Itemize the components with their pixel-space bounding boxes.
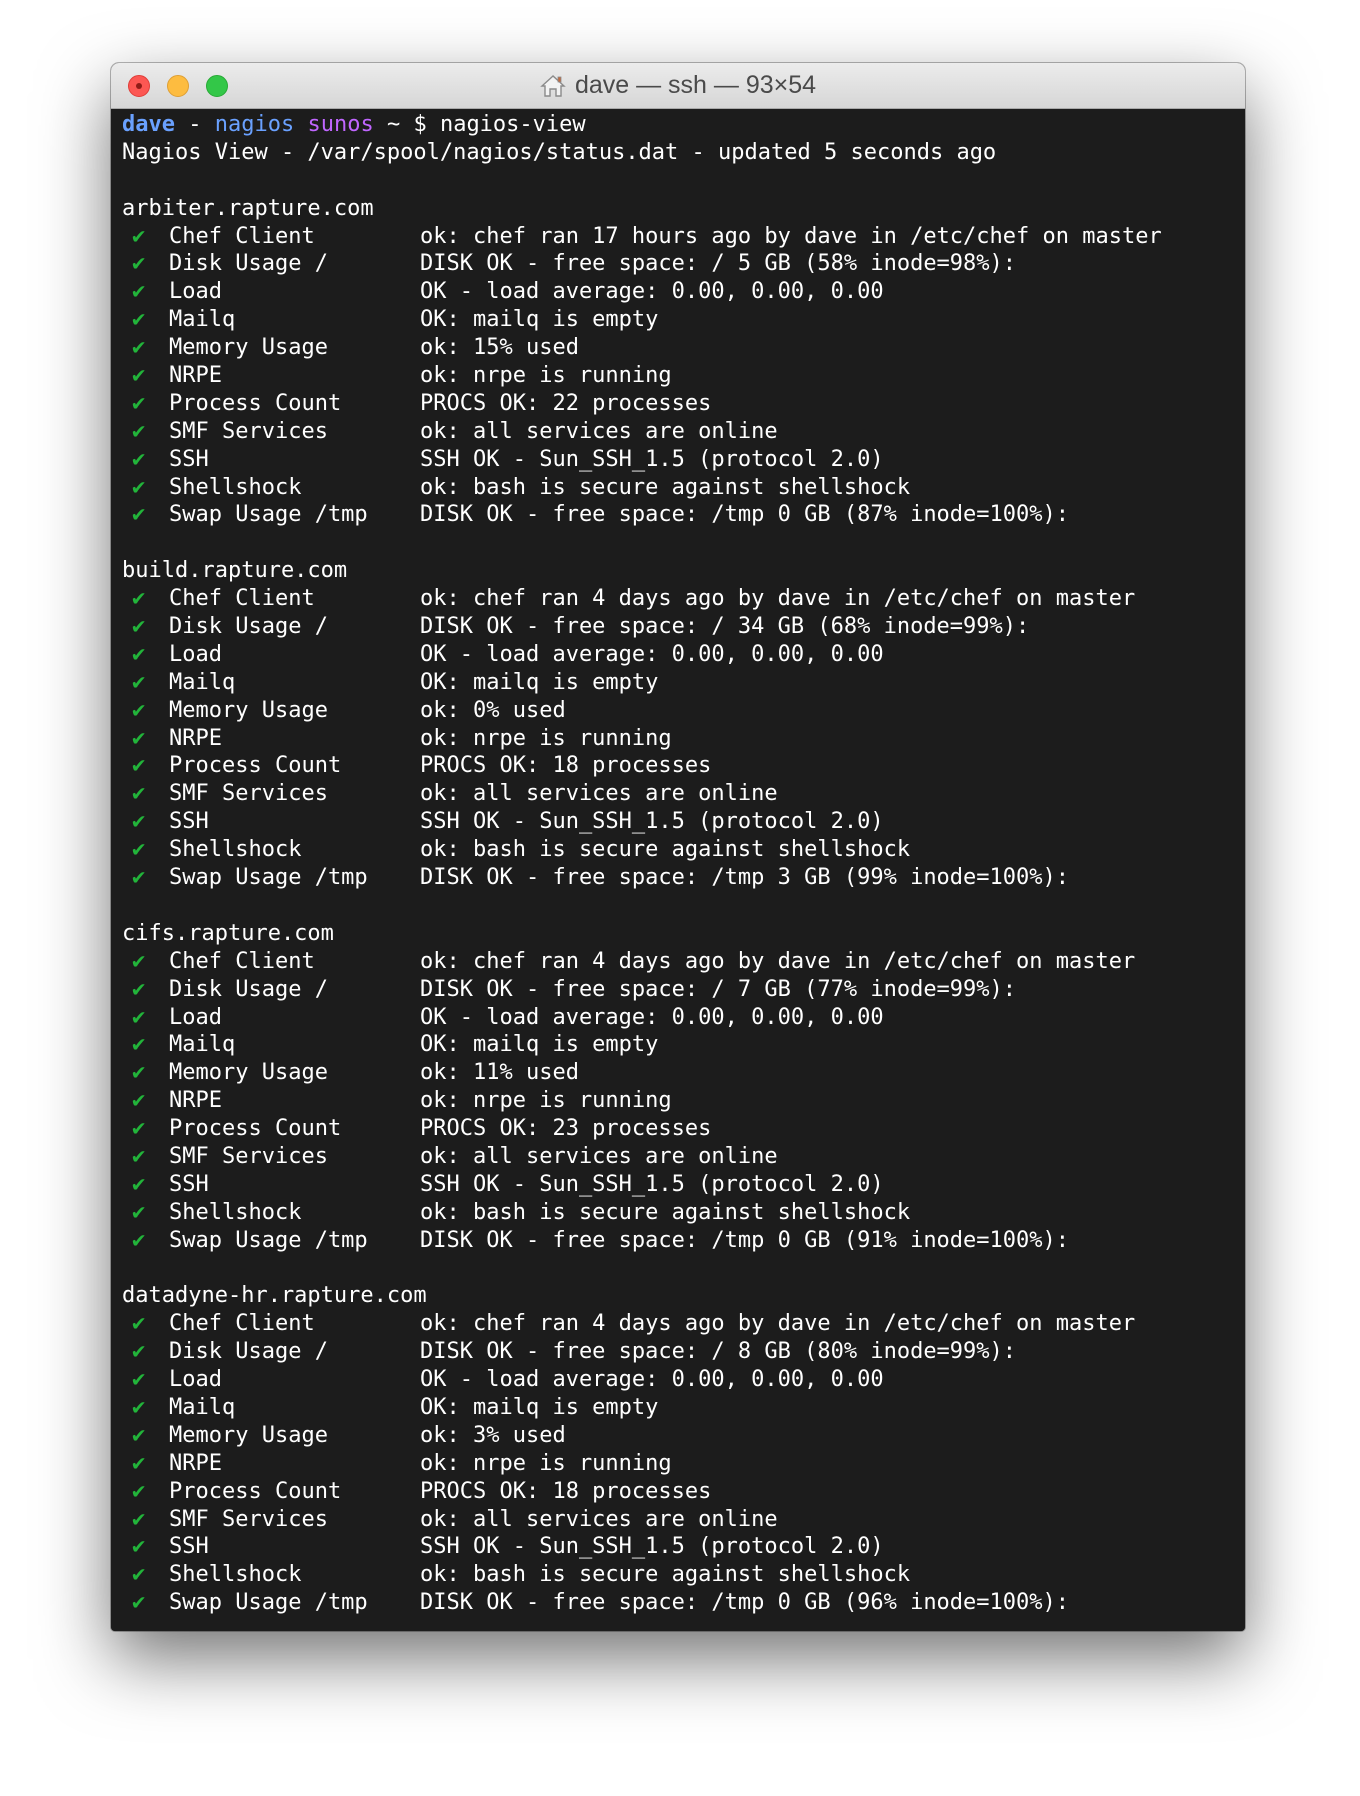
service-status: DISK OK - free space: / 8 GB (80% inode=99%): (420, 1339, 1017, 1365)
service-name: Process Count (169, 1478, 342, 1504)
service-status: OK: mailq is empty (420, 1394, 659, 1420)
host-list (122, 167, 1245, 1617)
blank-line (122, 1255, 1245, 1283)
check-row (122, 669, 1245, 697)
service-status: ok: nrpe is running (420, 1450, 672, 1476)
service-name: Mailq (169, 1394, 236, 1420)
ok-check-icon: ✔ (132, 1088, 146, 1114)
ok-check-icon: ✔ (132, 363, 146, 389)
prompt-line (122, 111, 1245, 139)
ok-check-icon: ✔ (132, 390, 146, 416)
service-name: Load (169, 1367, 222, 1393)
ok-check-icon: ✔ (132, 586, 146, 612)
service-name: Process Count (169, 390, 342, 416)
service-status: OK: mailq is empty (420, 1032, 659, 1058)
service-status: PROCS OK: 18 processes (420, 753, 712, 779)
service-status: ok: bash is secure against shellshock (420, 1199, 911, 1225)
ok-check-icon: ✔ (132, 1478, 146, 1504)
service-name: Swap Usage /tmp (169, 1590, 368, 1616)
ok-check-icon: ✔ (132, 1171, 146, 1197)
service-name: NRPE (169, 363, 222, 389)
prompt-host: sunos (307, 112, 374, 137)
service-name: Chef Client (169, 223, 315, 249)
check-row (122, 1004, 1245, 1032)
service-name: Shellshock (169, 1562, 302, 1588)
service-status: ok: bash is secure against shellshock (420, 1562, 911, 1588)
service-status: OK: mailq is empty (420, 307, 659, 333)
ok-check-icon: ✔ (132, 1422, 146, 1448)
ok-check-icon: ✔ (132, 1590, 146, 1616)
service-status: PROCS OK: 23 processes (420, 1116, 712, 1142)
service-status: SSH OK - Sun_SSH_1.5 (protocol 2.0) (420, 1534, 884, 1560)
service-name: Mailq (169, 1032, 236, 1058)
ok-check-icon: ✔ (132, 1199, 146, 1225)
check-row (122, 1422, 1245, 1450)
check-row (122, 752, 1245, 780)
prompt-path: ~ (373, 112, 414, 137)
ok-check-icon: ✔ (132, 1506, 146, 1532)
check-row (122, 1589, 1245, 1617)
terminal-content[interactable] (111, 109, 1245, 1631)
service-status: ok: chef ran 4 days ago by dave in /etc/chef on master (420, 586, 1136, 612)
service-name: Shellshock (169, 837, 302, 863)
prompt-separator: - (174, 112, 215, 137)
service-name: Load (169, 279, 222, 305)
host-name: build.rapture.com (122, 558, 348, 584)
check-row (122, 1450, 1245, 1478)
service-name: SMF Services (169, 1506, 328, 1532)
service-name: SSH (169, 809, 209, 835)
service-status: ok: all services are online (420, 1506, 778, 1532)
service-name: Disk Usage / (169, 614, 328, 640)
check-row (122, 641, 1245, 669)
ok-check-icon: ✔ (132, 335, 146, 361)
service-status: ok: all services are online (420, 781, 778, 807)
ok-check-icon: ✔ (132, 976, 146, 1002)
ok-check-icon: ✔ (132, 418, 146, 444)
ok-check-icon: ✔ (132, 1004, 146, 1030)
check-row (122, 725, 1245, 753)
prompt-user: dave (122, 112, 175, 137)
ok-check-icon: ✔ (132, 1534, 146, 1560)
service-name: Chef Client (169, 1311, 315, 1337)
service-status: ok: chef ran 4 days ago by dave in /etc/chef on master (420, 948, 1136, 974)
service-name: SSH (169, 1171, 209, 1197)
host-name: arbiter.rapture.com (122, 195, 374, 221)
check-row (122, 1031, 1245, 1059)
check-row (122, 1115, 1245, 1143)
ok-check-icon: ✔ (132, 1367, 146, 1393)
check-row (122, 613, 1245, 641)
service-status: PROCS OK: 22 processes (420, 390, 712, 416)
prompt-app: nagios (214, 112, 295, 137)
host-name: datadyne-hr.rapture.com (122, 1283, 427, 1309)
home-icon (540, 74, 566, 98)
service-name: SMF Services (169, 781, 328, 807)
ok-check-icon: ✔ (132, 781, 146, 807)
service-name: Chef Client (169, 948, 315, 974)
check-row (122, 780, 1245, 808)
ok-check-icon: ✔ (132, 948, 146, 974)
prompt-symbol: $ (413, 112, 427, 137)
service-status: OK - load average: 0.00, 0.00, 0.00 (420, 641, 884, 667)
check-row (122, 864, 1245, 892)
service-status: OK - load average: 0.00, 0.00, 0.00 (420, 279, 884, 305)
ok-check-icon: ✔ (132, 1227, 146, 1253)
prompt-command: nagios-view (426, 112, 586, 137)
check-row (122, 976, 1245, 1004)
ok-check-icon: ✔ (132, 279, 146, 305)
host-name: cifs.rapture.com (122, 920, 334, 946)
ok-check-icon: ✔ (132, 1116, 146, 1142)
ok-check-icon: ✔ (132, 1450, 146, 1476)
service-name: SSH (169, 446, 209, 472)
check-row (122, 1338, 1245, 1366)
service-name: SMF Services (169, 1143, 328, 1169)
service-status: SSH OK - Sun_SSH_1.5 (protocol 2.0) (420, 1171, 884, 1197)
service-status: SSH OK - Sun_SSH_1.5 (protocol 2.0) (420, 809, 884, 835)
service-name: Disk Usage / (169, 251, 328, 277)
check-row (122, 1394, 1245, 1422)
ok-check-icon: ✔ (132, 614, 146, 640)
check-row (122, 836, 1245, 864)
check-row (122, 697, 1245, 725)
service-name: Memory Usage (169, 697, 328, 723)
check-row (122, 1561, 1245, 1589)
service-name: Memory Usage (169, 1422, 328, 1448)
check-row (122, 1506, 1245, 1534)
blank-line (122, 892, 1245, 920)
check-row (122, 223, 1245, 251)
check-row (122, 1087, 1245, 1115)
service-status: ok: 0% used (420, 697, 566, 723)
check-row (122, 1059, 1245, 1087)
service-name: Load (169, 641, 222, 667)
ok-check-icon: ✔ (132, 641, 146, 667)
service-name: SMF Services (169, 418, 328, 444)
service-status: ok: 15% used (420, 335, 579, 361)
ok-check-icon: ✔ (132, 223, 146, 249)
service-status: OK - load average: 0.00, 0.00, 0.00 (420, 1004, 884, 1030)
service-status: SSH OK - Sun_SSH_1.5 (protocol 2.0) (420, 446, 884, 472)
ok-check-icon: ✔ (132, 669, 146, 695)
service-name: Disk Usage / (169, 1339, 328, 1365)
service-status: OK: mailq is empty (420, 669, 659, 695)
ok-check-icon: ✔ (132, 446, 146, 472)
check-row (122, 362, 1245, 390)
ok-check-icon: ✔ (132, 1311, 146, 1337)
service-name: Swap Usage /tmp (169, 865, 368, 891)
service-name: NRPE (169, 725, 222, 751)
check-row (122, 1310, 1245, 1338)
ok-check-icon: ✔ (132, 1339, 146, 1365)
check-row (122, 474, 1245, 502)
service-name: Swap Usage /tmp (169, 502, 368, 528)
service-name: Load (169, 1004, 222, 1030)
service-status: ok: bash is secure against shellshock (420, 474, 911, 500)
service-status: OK - load average: 0.00, 0.00, 0.00 (420, 1367, 884, 1393)
service-status: ok: all services are online (420, 1143, 778, 1169)
service-status: DISK OK - free space: / 34 GB (68% inode=99%): (420, 614, 1030, 640)
service-status: ok: all services are online (420, 418, 778, 444)
service-status: DISK OK - free space: /tmp 0 GB (91% inode=100%): (420, 1227, 1070, 1253)
ok-check-icon: ✔ (132, 753, 146, 779)
ok-check-icon: ✔ (132, 865, 146, 891)
check-row (122, 278, 1245, 306)
service-status: ok: chef ran 4 days ago by dave in /etc/chef on master (420, 1311, 1136, 1337)
ok-check-icon: ✔ (132, 1060, 146, 1086)
check-row (122, 1366, 1245, 1394)
check-row (122, 808, 1245, 836)
service-status: DISK OK - free space: /tmp 0 GB (96% inode=100%): (420, 1590, 1070, 1616)
service-status: ok: 3% used (420, 1422, 566, 1448)
check-row (122, 250, 1245, 278)
service-status: ok: chef ran 17 hours ago by dave in /etc/chef on master (420, 223, 1162, 249)
service-name: Memory Usage (169, 335, 328, 361)
service-name: Process Count (169, 1116, 342, 1142)
service-status: ok: bash is secure against shellshock (420, 837, 911, 863)
service-status: DISK OK - free space: / 7 GB (77% inode=99%): (420, 976, 1017, 1002)
service-status: ok: nrpe is running (420, 1088, 672, 1114)
blank-line (122, 529, 1245, 557)
service-name: SSH (169, 1534, 209, 1560)
blank-line (122, 167, 1245, 195)
ok-check-icon: ✔ (132, 697, 146, 723)
header-line: Nagios View - /var/spool/nagios/status.dat - updated 5 seconds ago (122, 139, 997, 165)
ok-check-icon: ✔ (132, 307, 146, 333)
check-row (122, 306, 1245, 334)
window-title-text: dave — ssh — 93×54 (574, 71, 817, 99)
service-name: Shellshock (169, 1199, 302, 1225)
service-name: Mailq (169, 669, 236, 695)
ok-check-icon: ✔ (132, 1394, 146, 1420)
service-status: ok: nrpe is running (420, 725, 672, 751)
ok-check-icon: ✔ (132, 1562, 146, 1588)
check-row (122, 948, 1245, 976)
service-name: NRPE (169, 1450, 222, 1476)
service-name: Swap Usage /tmp (169, 1227, 368, 1253)
service-name: Memory Usage (169, 1060, 328, 1086)
check-row (122, 1171, 1245, 1199)
ok-check-icon: ✔ (132, 725, 146, 751)
check-row (122, 1199, 1245, 1227)
service-name: Chef Client (169, 586, 315, 612)
check-row (122, 334, 1245, 362)
service-name: Disk Usage / (169, 976, 328, 1002)
title-bar[interactable] (111, 63, 1245, 109)
ok-check-icon: ✔ (132, 251, 146, 277)
check-row (122, 585, 1245, 613)
service-name: NRPE (169, 1088, 222, 1114)
check-row (122, 418, 1245, 446)
service-status: PROCS OK: 18 processes (420, 1478, 712, 1504)
service-status: ok: nrpe is running (420, 363, 672, 389)
check-row (122, 501, 1245, 529)
service-name: Shellshock (169, 474, 302, 500)
window-title (111, 63, 1245, 108)
ok-check-icon: ✔ (132, 837, 146, 863)
ok-check-icon: ✔ (132, 809, 146, 835)
check-row (122, 1227, 1245, 1255)
service-name: Mailq (169, 307, 236, 333)
ok-check-icon: ✔ (132, 1143, 146, 1169)
service-name: Process Count (169, 753, 342, 779)
terminal-window (111, 63, 1245, 1631)
check-row (122, 390, 1245, 418)
service-status: DISK OK - free space: /tmp 3 GB (99% inode=100%): (420, 865, 1070, 891)
ok-check-icon: ✔ (132, 474, 146, 500)
service-status: DISK OK - free space: / 5 GB (58% inode=98%): (420, 251, 1017, 277)
service-status: DISK OK - free space: /tmp 0 GB (87% inode=100%): (420, 502, 1070, 528)
check-row (122, 1143, 1245, 1171)
ok-check-icon: ✔ (132, 502, 146, 528)
check-row (122, 1478, 1245, 1506)
ok-check-icon: ✔ (132, 1032, 146, 1058)
check-row (122, 446, 1245, 474)
service-status: ok: 11% used (420, 1060, 579, 1086)
check-row (122, 1533, 1245, 1561)
